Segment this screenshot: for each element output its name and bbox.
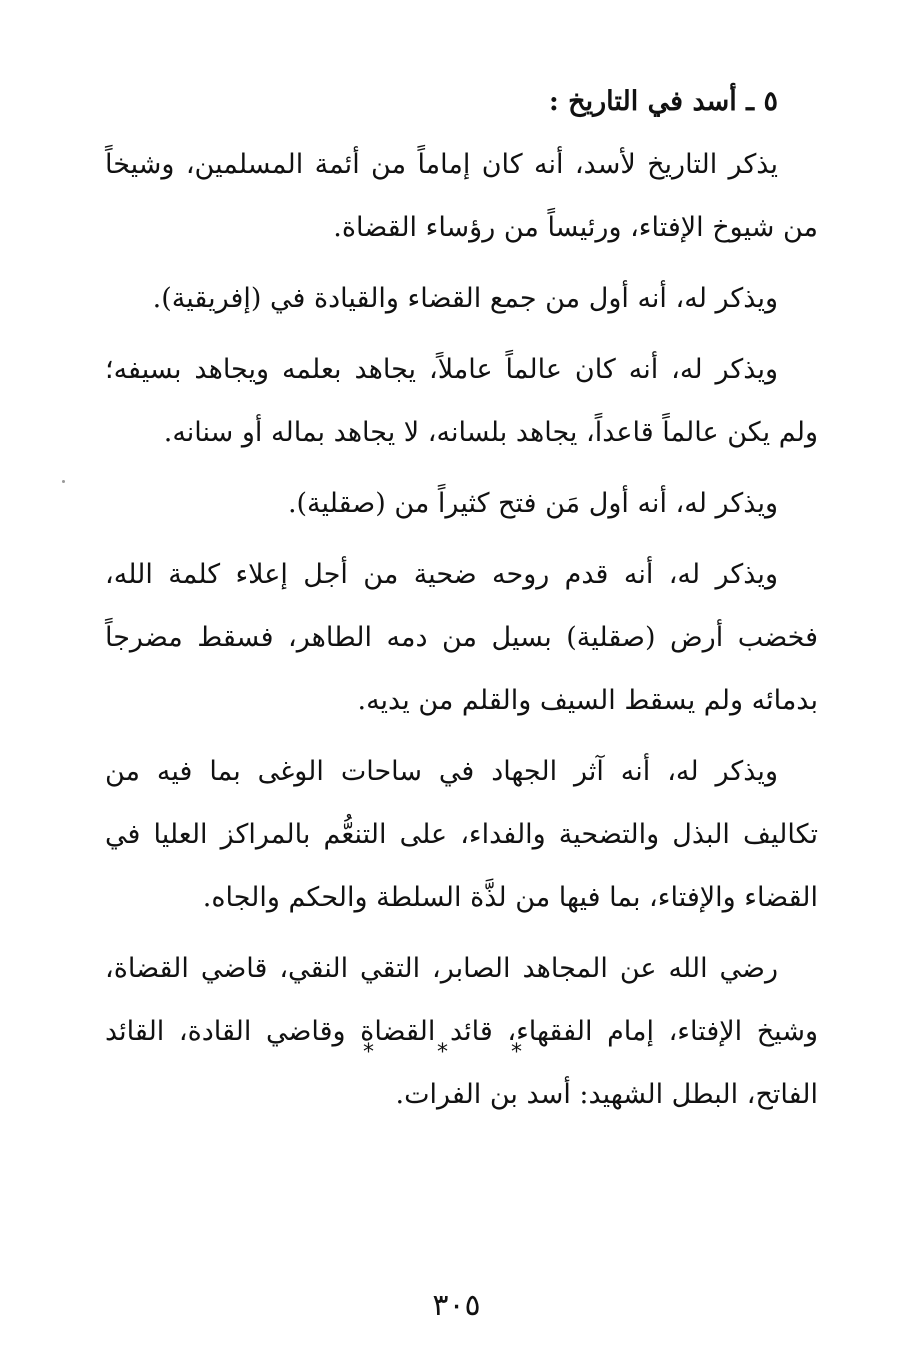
paragraph: ويذكر له، أنه كان عالماً عاملاً، يجاهد بعلمه ويجاهد بسيفه؛ ولم يكن عالماً قاعداً، يجاهد بلسانه، لا يجاهد بماله أو سنانه. bbox=[105, 354, 818, 448]
paragraph: يذكر التاريخ لأسد، أنه كان إماماً من أئمة المسلمين، وشيخاً من شيوخ الإفتاء، ورئيساً من رؤساء القضاة. bbox=[105, 149, 818, 243]
section-heading: ٥ ـ أسد في التاريخ : bbox=[548, 86, 778, 117]
page-number: ٣٠٥ bbox=[432, 1288, 481, 1323]
paragraph: ويذكر له، أنه أول من جمع القضاء والقيادة في (إفريقية). bbox=[152, 283, 778, 314]
paragraph: رضي الله عن المجاهد الصابر، التقي النقي، قاضي القضاة، وشيخ الإفتاء، إمام الفقهاء، قائد القضاة وقاضي القادة، القائد الفاتح، البطل الشهيد: أسد بن الفرات. bbox=[105, 953, 818, 1110]
section-separator: * * * bbox=[363, 1040, 550, 1065]
scan-speck bbox=[62, 480, 65, 483]
paragraph: ويذكر له، أنه قدم روحه ضحية من أجل إعلاء كلمة الله، فخضب أرض (صقلية) بسيل من دمه الطاهر، فسقط مضرجاً بدمائه ولم يسقط السيف والقلم من يديه. bbox=[105, 559, 818, 716]
page-body bbox=[105, 70, 818, 1134]
paragraph: ويذكر له، أنه أول مَن فتح كثيراً من (صقلية). bbox=[287, 488, 778, 519]
paragraph: ويذكر له، أنه آثر الجهاد في ساحات الوغى بما فيه من تكاليف البذل والتضحية والفداء، على التنعُّم بالمراكز العليا في القضاء والإفتاء، بما فيها من لذَّة السلطة والحكم والجاه. bbox=[105, 756, 818, 913]
